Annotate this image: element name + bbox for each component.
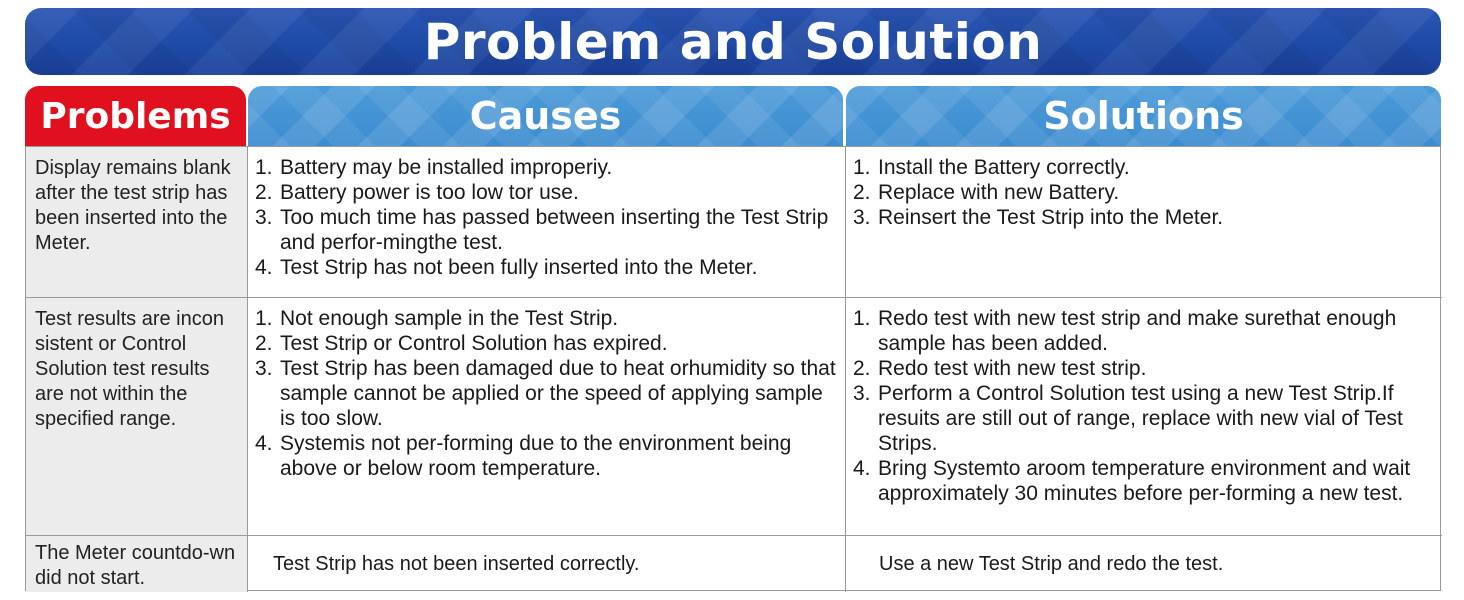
item-text: Bring Systemto aroom temperature environment and wait approximately 30 minutes before per-forming a new test. — [878, 457, 1411, 505]
list-item — [255, 255, 841, 280]
causes-list-1 — [255, 155, 841, 280]
item-text: Battery may be installed improperiy. — [280, 156, 613, 179]
item-text: Redo test with new test strip and make surethat enough sample has been added. — [878, 307, 1397, 355]
item-number: 4. — [255, 256, 273, 279]
problem-cell-3: The Meter countdo-wn did not start. — [26, 536, 248, 592]
list-item — [853, 456, 1438, 506]
title-banner — [25, 8, 1441, 75]
list-item — [255, 356, 841, 431]
list-item — [255, 306, 841, 331]
item-number: 3. — [853, 206, 871, 229]
header-solutions-label: Solutions — [1043, 94, 1244, 138]
solutions-cell-1 — [846, 147, 1442, 298]
solution-text: Use a new Test Strip and redo the test. — [879, 552, 1224, 575]
item-text: Perform a Control Solution test using a new Test Strip.If resuits are still out of range, replace with new vial of Test Strips. — [878, 382, 1403, 455]
item-number: 2. — [853, 181, 871, 204]
solutions-cell-2 — [846, 298, 1442, 536]
item-number: 1. — [255, 156, 273, 179]
header-problems — [25, 86, 246, 146]
causes-cell-3 — [248, 536, 846, 592]
troubleshooting-table — [25, 146, 1441, 591]
item-text: Replace with new Battery. — [878, 181, 1120, 204]
header-causes-label: Causes — [469, 94, 622, 138]
item-text: Systemis not per-forming due to the environment being above or below room temperature. — [280, 432, 792, 480]
header-solutions — [846, 86, 1441, 146]
problem-cell-1: Display remains blank after the test strip has been inserted into the Meter. — [26, 147, 248, 298]
item-number: 1. — [853, 156, 871, 179]
item-number: 2. — [255, 181, 273, 204]
item-text: Too much time has passed between inserting the Test Strip and perfor-mingthe test. — [280, 206, 829, 254]
item-text: Battery power is too low tor use. — [280, 181, 579, 204]
item-text: Reinsert the Test Strip into the Meter. — [878, 206, 1224, 229]
list-item — [255, 155, 841, 180]
item-number: 3. — [255, 206, 273, 229]
item-number: 4. — [853, 457, 871, 480]
item-text: Test Strip or Control Solution has expired. — [280, 332, 668, 355]
causes-cell-1 — [248, 147, 846, 298]
solutions-cell-3 — [846, 536, 1442, 592]
list-item — [853, 155, 1438, 180]
item-number: 1. — [255, 307, 273, 330]
item-text: Install the Battery correctly. — [878, 156, 1130, 179]
page-title: Problem and Solution — [423, 12, 1043, 71]
list-item — [853, 180, 1438, 205]
list-item — [853, 306, 1438, 356]
item-number: 1. — [853, 307, 871, 330]
item-number: 2. — [853, 357, 871, 380]
problem-cell-2: Test results are incon sistent or Control Solution test results are not within the specified range. — [26, 298, 248, 536]
item-text: Not enough sample in the Test Strip. — [280, 307, 619, 330]
item-text: Redo test with new test strip. — [878, 357, 1147, 380]
item-number: 2. — [255, 332, 273, 355]
list-item — [853, 381, 1438, 456]
list-item — [255, 331, 841, 356]
item-number: 3. — [853, 382, 871, 405]
cause-text: Test Strip has not been inserted correctly. — [273, 552, 640, 575]
list-item — [853, 356, 1438, 381]
item-text: Test Strip has been damaged due to heat orhumidity so that sample cannot be applied or the speed of applying sample is too slow. — [280, 357, 836, 430]
solutions-list-2 — [853, 306, 1438, 506]
item-number: 4. — [255, 432, 273, 455]
header-problems-label: Problems — [40, 95, 231, 137]
header-causes — [248, 86, 843, 146]
item-number: 3. — [255, 357, 273, 380]
list-item — [255, 205, 841, 255]
causes-cell-2 — [248, 298, 846, 536]
list-item — [255, 431, 841, 481]
list-item — [255, 180, 841, 205]
causes-list-2 — [255, 306, 841, 481]
list-item — [853, 205, 1438, 230]
item-text: Test Strip has not been fully inserted into the Meter. — [280, 256, 758, 279]
solutions-list-1 — [853, 155, 1438, 230]
